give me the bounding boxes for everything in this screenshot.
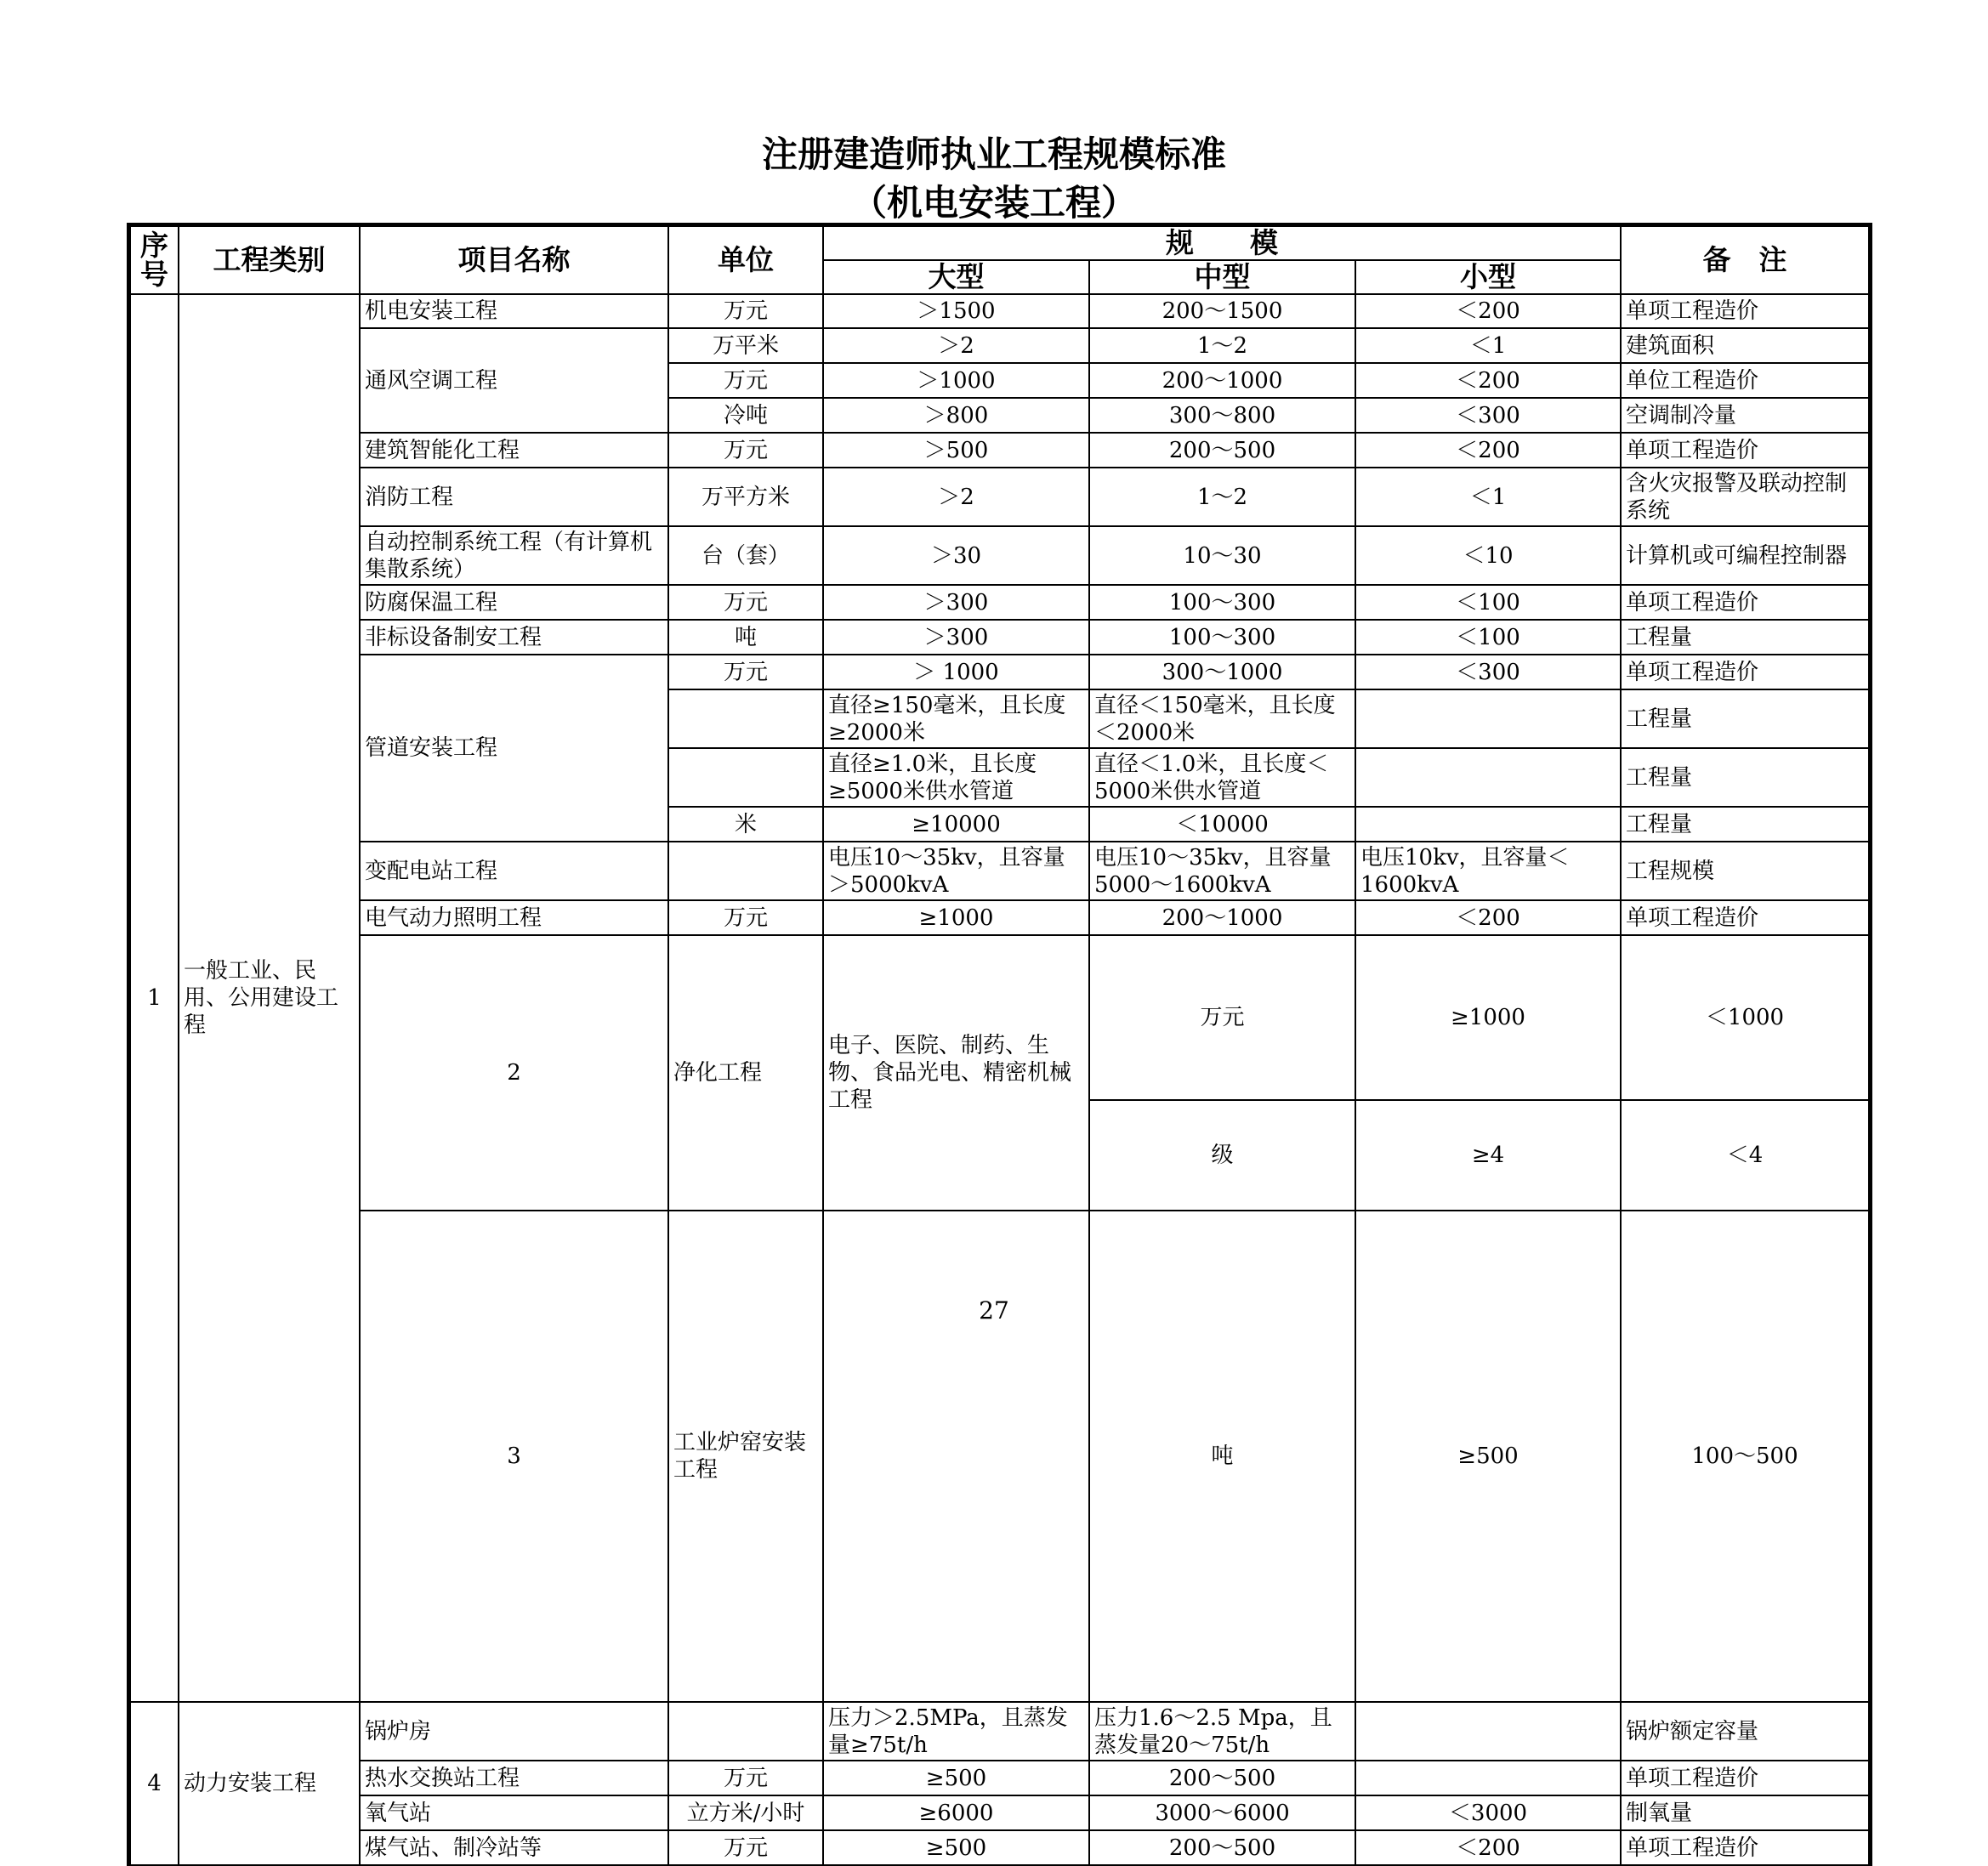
small-cell (1355, 807, 1621, 842)
medium-cell: 300～800 (1089, 398, 1355, 433)
unit-cell (668, 748, 823, 807)
large-cell: 电压10～35kv，且容量＞5000kvA (823, 842, 1089, 900)
unit-cell: 立方米/小时 (668, 1795, 823, 1830)
medium-cell: 200～1000 (1089, 900, 1355, 935)
group-seq: 4 (130, 1702, 179, 1865)
remark-cell: 单项工程造价 (1621, 294, 1869, 328)
table-row (130, 842, 1869, 900)
unit-cell: 冷吨 (668, 398, 823, 433)
unit-cell: 台（套） (668, 526, 823, 585)
medium-cell: 1～2 (1089, 328, 1355, 363)
group-seq: 1 (130, 294, 179, 1702)
small-cell: ＜3000 (1355, 1795, 1621, 1830)
small-cell: ＜200 (1355, 900, 1621, 935)
header-seq: 序号 (130, 226, 179, 294)
project-name (823, 1211, 1089, 1702)
unit-cell: 万平方米 (668, 468, 823, 526)
large-cell: ＞2 (823, 328, 1089, 363)
table-row (130, 585, 1869, 620)
unit-cell: 级 (1089, 1100, 1355, 1211)
table-row (130, 935, 1869, 1100)
unit-cell: 万元 (668, 294, 823, 328)
remark-cell: 制氧量 (1621, 1795, 1869, 1830)
table-row (130, 433, 1869, 468)
group-category: 动力安装工程 (179, 1702, 360, 1865)
remark-cell: 含火灾报警及联动控制系统 (1621, 468, 1869, 526)
medium-cell: 200～1500 (1089, 294, 1355, 328)
medium-cell: 直径＜150毫米，且长度＜2000米 (1089, 689, 1355, 748)
project-name: 通风空调工程 (360, 328, 668, 433)
remark-cell: 工程规模 (1621, 842, 1869, 900)
table-row (130, 468, 1869, 526)
medium-cell: 200～500 (1089, 1761, 1355, 1795)
small-cell (1355, 1702, 1621, 1761)
header-project: 项目名称 (360, 226, 668, 294)
unit-cell: 万元 (668, 1761, 823, 1795)
large-cell: ≥500 (823, 1830, 1089, 1865)
large-cell: ≥4 (1355, 1100, 1621, 1211)
project-name: 消防工程 (360, 468, 668, 526)
medium-cell: 压力1.6～2.5 Mpa，且蒸发量20～75t/h (1089, 1702, 1355, 1761)
group-seq: 3 (360, 1211, 668, 1702)
small-cell: ＜100 (1355, 585, 1621, 620)
header-large: 大型 (823, 260, 1089, 294)
large-cell: 压力＞2.5MPa，且蒸发量≥75t/h (823, 1702, 1089, 1761)
remark-cell: 单项工程造价 (1621, 900, 1869, 935)
small-cell: ＜1 (1355, 328, 1621, 363)
remark-cell: 单项工程造价 (1621, 655, 1869, 689)
unit-cell: 万元 (668, 655, 823, 689)
remark-cell: 工程量 (1621, 689, 1869, 748)
page-title: 注册建造师执业工程规模标准 (761, 133, 1226, 175)
table-row (130, 900, 1869, 935)
unit-cell: 万平米 (668, 328, 823, 363)
unit-cell (668, 842, 823, 900)
medium-cell: 300～1000 (1089, 655, 1355, 689)
table-row (130, 1702, 1869, 1761)
unit-cell: 米 (668, 807, 823, 842)
unit-cell: 万元 (668, 900, 823, 935)
medium-cell: 电压10～35kv，且容量5000～1600kvA (1089, 842, 1355, 900)
project-name: 锅炉房 (360, 1702, 668, 1761)
small-cell: ＜100 (1355, 620, 1621, 655)
project-name: 电子、医院、制药、生物、食品光电、精密机械工程 (823, 935, 1089, 1211)
unit-cell (668, 1702, 823, 1761)
small-cell: ＜200 (1355, 433, 1621, 468)
large-cell: ＞500 (823, 433, 1089, 468)
small-cell: ＜10 (1355, 526, 1621, 585)
medium-cell: 直径＜1.0米，且长度＜5000米供水管道 (1089, 748, 1355, 807)
small-cell: ＜200 (1355, 294, 1621, 328)
large-cell: ＞30 (823, 526, 1089, 585)
project-name: 管道安装工程 (360, 655, 668, 842)
large-cell: ＞300 (823, 620, 1089, 655)
large-cell: ≥500 (823, 1761, 1089, 1795)
remark-cell: 锅炉额定容量 (1621, 1702, 1869, 1761)
remark-cell: 单项工程造价 (1621, 1761, 1869, 1795)
large-cell: ≥10000 (823, 807, 1089, 842)
medium-cell: ＜1000 (1621, 935, 1869, 1100)
header-medium: 中型 (1089, 260, 1355, 294)
unit-cell: 万元 (668, 433, 823, 468)
unit-cell: 万元 (1089, 935, 1355, 1100)
large-cell: ≥6000 (823, 1795, 1089, 1830)
remark-cell: 计算机或可编程控制器 (1621, 526, 1869, 585)
header-row-1 (130, 226, 1869, 260)
header-small: 小型 (1355, 260, 1621, 294)
medium-cell: 100～300 (1089, 585, 1355, 620)
large-cell: ≥1000 (1355, 935, 1621, 1100)
medium-cell: ＜10000 (1089, 807, 1355, 842)
project-name: 热水交换站工程 (360, 1761, 668, 1795)
project-name: 建筑智能化工程 (360, 433, 668, 468)
unit-cell: 万元 (668, 585, 823, 620)
large-cell: ＞1500 (823, 294, 1089, 328)
large-cell: 直径≥150毫米，且长度≥2000米 (823, 689, 1089, 748)
project-name: 电气动力照明工程 (360, 900, 668, 935)
large-cell: ＞ 1000 (823, 655, 1089, 689)
remark-cell: 单项工程造价 (1621, 1830, 1869, 1865)
unit-cell: 万元 (668, 363, 823, 398)
group-category: 净化工程 (668, 935, 823, 1211)
large-cell: ＞300 (823, 585, 1089, 620)
table-row (130, 328, 1869, 363)
unit-cell: 吨 (668, 620, 823, 655)
table-row (130, 1761, 1869, 1795)
medium-cell: 1～2 (1089, 468, 1355, 526)
table-row (130, 1830, 1869, 1865)
medium-cell: 200～500 (1089, 1830, 1355, 1865)
group-seq: 2 (360, 935, 668, 1211)
remark-cell: 工程量 (1621, 807, 1869, 842)
unit-cell: 万元 (668, 1830, 823, 1865)
header-scale: 规 模 (823, 226, 1621, 260)
table-row (130, 620, 1869, 655)
large-cell: ＞800 (823, 398, 1089, 433)
table-row (130, 1795, 1869, 1830)
medium-cell: 3000～6000 (1089, 1795, 1355, 1830)
remark-cell: 工程量 (1621, 620, 1869, 655)
remark-cell: 单项工程造价 (1621, 433, 1869, 468)
table-row (130, 526, 1869, 585)
scale-standard-table (129, 225, 1870, 1866)
small-cell (1355, 689, 1621, 748)
page-number: 27 (979, 1296, 1009, 1324)
small-cell: ＜200 (1355, 363, 1621, 398)
remark-cell: 单项工程造价 (1621, 585, 1869, 620)
remark-cell: 单位工程造价 (1621, 363, 1869, 398)
group-category: 工业炉窑安装工程 (668, 1211, 823, 1702)
page-subtitle: （机电安装工程） (850, 182, 1137, 224)
unit-cell (668, 689, 823, 748)
medium-cell: 100～500 (1621, 1211, 1869, 1702)
project-name: 煤气站、制冷站等 (360, 1830, 668, 1865)
project-name: 变配电站工程 (360, 842, 668, 900)
small-cell: ＜300 (1355, 655, 1621, 689)
group-category: 一般工业、民用、公用建设工程 (179, 294, 360, 1702)
project-name: 氧气站 (360, 1795, 668, 1830)
remark-cell: 工程量 (1621, 748, 1869, 807)
table-row (130, 655, 1869, 689)
small-cell (1355, 1761, 1621, 1795)
large-cell: ＞2 (823, 468, 1089, 526)
medium-cell: 10～30 (1089, 526, 1355, 585)
remark-cell: 空调制冷量 (1621, 398, 1869, 433)
small-cell: ＜300 (1355, 398, 1621, 433)
header-unit: 单位 (668, 226, 823, 294)
medium-cell: ＜4 (1621, 1100, 1869, 1211)
header-category: 工程类别 (179, 226, 360, 294)
small-cell: ＜200 (1355, 1830, 1621, 1865)
header-remark: 备 注 (1621, 226, 1869, 294)
large-cell: ≥1000 (823, 900, 1089, 935)
project-name: 防腐保温工程 (360, 585, 668, 620)
small-cell (1355, 748, 1621, 807)
large-cell: 直径≥1.0米，且长度≥5000米供水管道 (823, 748, 1089, 807)
large-cell: ≥500 (1355, 1211, 1621, 1702)
large-cell: ＞1000 (823, 363, 1089, 398)
small-cell: 电压10kv，且容量＜1600kvA (1355, 842, 1621, 900)
medium-cell: 100～300 (1089, 620, 1355, 655)
project-name: 非标设备制安工程 (360, 620, 668, 655)
medium-cell: 200～500 (1089, 433, 1355, 468)
table-row (130, 294, 1869, 328)
project-name: 机电安装工程 (360, 294, 668, 328)
unit-cell: 吨 (1089, 1211, 1355, 1702)
remark-cell: 建筑面积 (1621, 328, 1869, 363)
medium-cell: 200～1000 (1089, 363, 1355, 398)
small-cell: ＜1 (1355, 468, 1621, 526)
project-name: 自动控制系统工程（有计算机集散系统） (360, 526, 668, 585)
table-row (130, 1211, 1869, 1702)
